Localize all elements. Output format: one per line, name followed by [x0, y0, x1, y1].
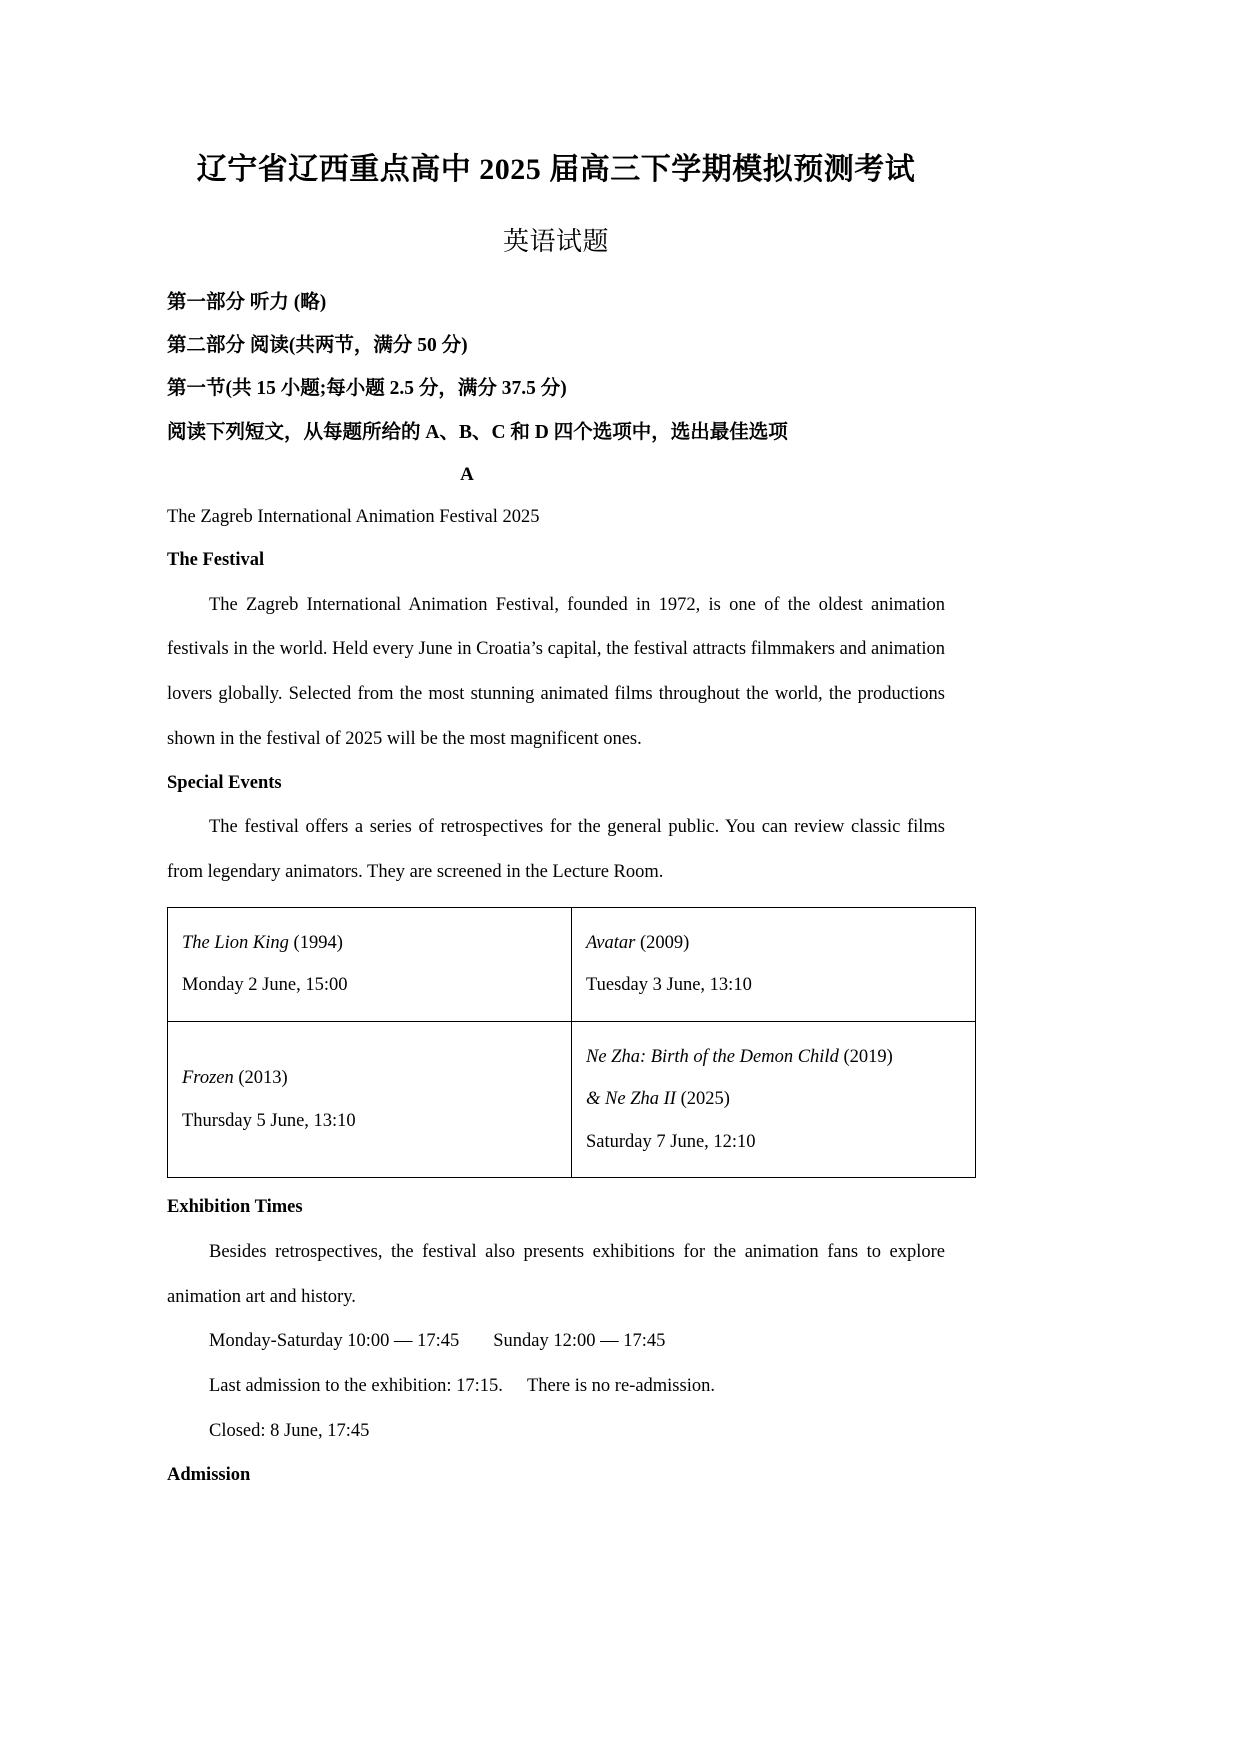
- film-year: (1994): [293, 932, 343, 953]
- heading-special-events: Special Events: [167, 772, 282, 793]
- film-entry: [586, 922, 975, 965]
- instruction-part-two: 第二部分 阅读(共两节，满分 50 分): [167, 335, 468, 357]
- exhibition-hours-line: [167, 1319, 945, 1364]
- document-subtitle: 英语试题: [502, 227, 609, 256]
- passage-title: The Zagreb International Animation Festival 2025: [167, 506, 540, 527]
- paragraph-the-festival: The Zagreb International Animation Festival, founded in 1972, is one of the oldest animation festivals in the world. Held every June in Croatia’s capital, the festival attracts filmmakers and animation lovers globally. Selected from the most stunning animated films throughout the world, the productions shown in the festival of 2025 will be the most magnificent ones.: [167, 594, 945, 749]
- last-admission-line: [167, 1364, 945, 1409]
- table-cell-frozen: [168, 1021, 572, 1178]
- heading-admission: Admission: [167, 1464, 251, 1485]
- closed-line: Closed: 8 June, 17:45: [209, 1420, 370, 1441]
- section-letter-a: A: [460, 463, 474, 485]
- film-entry-secondary: [586, 1078, 975, 1121]
- film-year: (2019): [843, 1046, 893, 1067]
- film-entry: [182, 1057, 571, 1100]
- film-year: (2013): [238, 1068, 288, 1089]
- film-schedule: Saturday 7 June, 12:10: [586, 1131, 756, 1152]
- film-entry: [182, 922, 571, 965]
- table-cell-avatar: [572, 907, 976, 1021]
- film-year: (2009): [639, 932, 690, 953]
- paragraph-special-events: The festival offers a series of retrospectives for the general public. You can review classic films from legendary animators. They are screened in the Lecture Room.: [167, 817, 945, 882]
- table-row: [168, 1021, 976, 1178]
- film-schedule: Monday 2 June, 15:00: [182, 975, 348, 996]
- instruction-section-one: 第一节(共 15 小题;每小题 2.5 分，满分 37.5 分): [167, 378, 567, 400]
- hours-sunday: Sunday 12:00 — 17:45: [493, 1331, 666, 1352]
- table-cell-lion-king: [168, 907, 572, 1021]
- heading-exhibition-times: Exhibition Times: [167, 1197, 303, 1218]
- film-year-secondary: (2025): [680, 1089, 730, 1110]
- table-row: [168, 907, 976, 1021]
- paragraph-exhibition-times: Besides retrospectives, the festival also presents exhibitions for the animation fans to explore animation art and history.: [167, 1241, 945, 1307]
- film-schedule: Thursday 5 June, 13:10: [182, 1110, 356, 1131]
- heading-the-festival: The Festival: [167, 550, 265, 571]
- document-title: 辽宁省辽西重点高中 2025 届高三下学期模拟预测考试: [196, 153, 916, 186]
- film-entry: [586, 1036, 975, 1079]
- film-schedule: Tuesday 3 June, 13:10: [586, 975, 752, 996]
- film-title: Frozen: [182, 1068, 234, 1089]
- instruction-part-one: 第一部分 听力 (略): [167, 291, 327, 313]
- last-admission-text: Last admission to the exhibition: 17:15.: [209, 1376, 503, 1397]
- hours-weekday: Monday-Saturday 10:00 — 17:45: [209, 1331, 460, 1352]
- film-title: Ne Zha: Birth of the Demon Child: [586, 1046, 839, 1067]
- film-title: Avatar: [586, 932, 636, 953]
- no-readmission-text: There is no re-admission.: [526, 1376, 715, 1397]
- film-title-secondary: & Ne Zha II: [586, 1089, 676, 1110]
- instruction-reading-directions: 阅读下列短文，从每题所给的 A、B、C 和 D 四个选项中，选出最佳选项: [167, 421, 788, 443]
- film-title: The Lion King: [182, 932, 289, 953]
- table-cell-ne-zha: [572, 1021, 976, 1178]
- retrospectives-table: [167, 907, 976, 1179]
- page-content: [167, 0, 945, 1497]
